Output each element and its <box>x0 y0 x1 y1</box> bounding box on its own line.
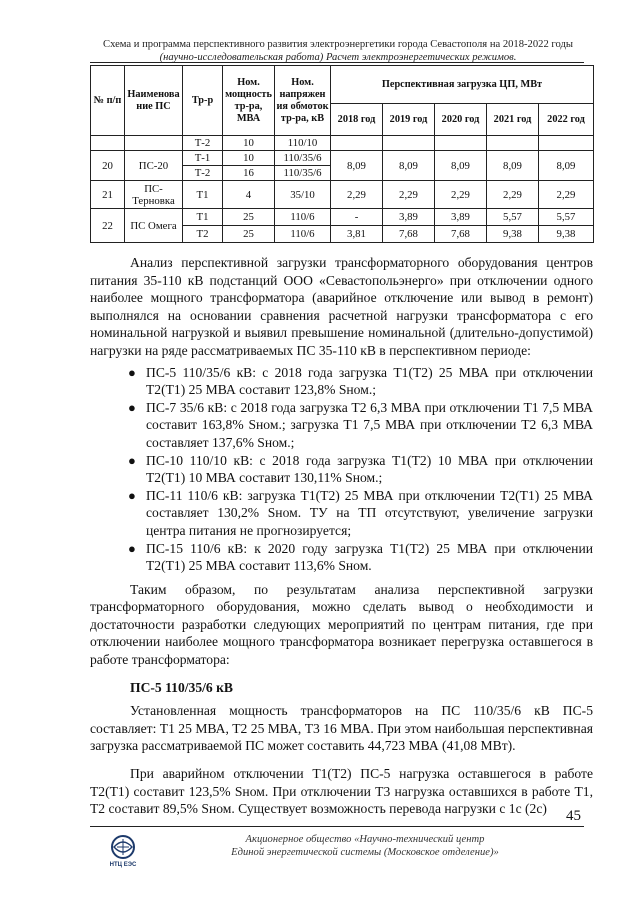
cell-load: 9,38 <box>487 226 539 243</box>
footer-line-2: Единой энергетической системы (Московское отделение)» <box>231 847 499 858</box>
cell-num: 22 <box>91 209 125 243</box>
header-line-2: (научно-исследовательская работа) Расчет электроэнергетических режимов. <box>159 52 517 63</box>
cell-power: 25 <box>223 226 275 243</box>
col-header-num: № п/п <box>91 66 125 136</box>
cell-tr: Т-2 <box>183 166 223 181</box>
cell-load: 3,89 <box>435 209 487 226</box>
cell-load: 8,09 <box>539 151 594 181</box>
cell-power: 10 <box>223 151 275 166</box>
cell-load: 7,68 <box>435 226 487 243</box>
col-header-year: 2020 год <box>435 104 487 136</box>
cell-load: 2,29 <box>435 181 487 209</box>
transformer-load-table <box>90 65 594 243</box>
cell-num: 21 <box>91 181 125 209</box>
cell-tr: Т1 <box>183 181 223 209</box>
cell-name: ПС-20 <box>125 151 183 181</box>
cell-load: 8,09 <box>331 151 383 181</box>
cell-load: 8,09 <box>435 151 487 181</box>
cell-load: 7,68 <box>383 226 435 243</box>
paragraph: Установленная мощность трансформаторов на ПС 110/35/6 кВ ПС-5 составляет: Т1 25 МВА, Т2 25 МВА, Т3 16 МВА. При этом наибольшая перспективная загрузка рассматриваемой ПС может составить 44,723 МВА (41,08 МВт). <box>90 703 593 754</box>
col-header-name: Наименова ние ПС <box>125 66 183 136</box>
bullet-icon: ● <box>128 452 136 468</box>
cell-num: 20 <box>91 151 125 181</box>
cell-load: 8,09 <box>383 151 435 181</box>
page-footer <box>200 833 530 859</box>
paragraph: Анализ перспективной загрузки трансформаторного оборудования центров питания 35-110 кВ подстанций ООО «Севастопольэнерго» при отключении одного наиболее мощного трансформатора (аварийное отключение или вывод в ремонт) выполнялся на основании сравнения расчетной нагрузки трансформатора с его номинальной нагрузкой и выявил превышение номинальной (длительно-допустимой) нагрузки на ряде рассматриваемых ПС 35-110 кВ в перспективном периоде: <box>90 255 593 358</box>
cell-voltage: 110/6 <box>275 226 331 243</box>
cell-tr: Т2 <box>183 226 223 243</box>
table-row <box>91 151 594 166</box>
list-item: ● ПС-10 110/10 кВ: с 2018 года загрузка Т1(Т2) 10 МВА при отключении Т2(Т1) 10 МВА составит 130,11% Sном.; <box>128 452 593 486</box>
cell-name: ПС-Терновка <box>125 181 183 209</box>
cell-power: 16 <box>223 166 275 181</box>
list-item: ● ПС-11 110/6 кВ: загрузка Т1(Т2) 25 МВА при отключении Т2(Т1) 25 МВА составляет 130,2% Sном. ТУ на ТП отсутствуют, увеличение загрузки центра питания не прогнозируется; <box>128 487 593 538</box>
col-header-year: 2021 год <box>487 104 539 136</box>
footer-line-1: Акционерное общество «Научно-технический центр <box>245 834 485 845</box>
cell-load: 9,38 <box>539 226 594 243</box>
col-header-year: 2018 год <box>331 104 383 136</box>
cell-load: 5,57 <box>487 209 539 226</box>
cell-load: 8,09 <box>487 151 539 181</box>
cell-power: 25 <box>223 209 275 226</box>
cell-voltage: 110/10 <box>275 136 331 151</box>
cell-load: 5,57 <box>539 209 594 226</box>
bullet-icon: ● <box>128 487 136 503</box>
list-item: ● ПС-5 110/35/6 кВ: с 2018 года загрузка Т1(Т2) 25 МВА при отключении Т2(Т1) 25 МВА составит 123,8% Sном.; <box>128 364 593 398</box>
cell-load: 2,29 <box>331 181 383 209</box>
section-heading: ПС-5 110/35/6 кВ <box>130 679 233 695</box>
logo-label: НТЦ ЕЭС <box>109 862 137 868</box>
cell-voltage: 110/6 <box>275 209 331 226</box>
body-text <box>90 254 593 818</box>
col-header-year: 2019 год <box>383 104 435 136</box>
cell-name: ПС Омега <box>125 209 183 243</box>
footer-rule <box>90 826 584 827</box>
col-header-year: 2022 год <box>539 104 594 136</box>
cell-power: 4 <box>223 181 275 209</box>
col-header-load: Перспективная загрузка ЦП, МВт <box>331 66 594 104</box>
cell-load: 2,29 <box>487 181 539 209</box>
ntc-ees-logo-icon <box>100 833 146 879</box>
table-row <box>91 209 594 226</box>
col-header-tr: Тр-р <box>183 66 223 136</box>
cell-tr: Т-2 <box>183 136 223 151</box>
bullet-icon: ● <box>128 364 136 380</box>
cell-load: 3,81 <box>331 226 383 243</box>
cell-voltage: 35/10 <box>275 181 331 209</box>
bullet-icon: ● <box>128 540 136 556</box>
cell-power: 10 <box>223 136 275 151</box>
header-line-1: Схема и программа перспективного развития электроэнергетики города Севастополя на 2018-2022 годы <box>103 39 573 50</box>
cell-voltage: 110/35/6 <box>275 151 331 166</box>
list-item: ● ПС-7 35/6 кВ: с 2018 года загрузка Т2 6,3 МВА при отключении Т1 7,5 МВА составит 163,8% Sном.; загрузка Т1 7,5 МВА при отключении Т2 6,3 МВА составляет 137,6% Sном.; <box>128 399 593 450</box>
cell-load: - <box>331 209 383 226</box>
cell-tr: Т1 <box>183 209 223 226</box>
cell-load: 2,29 <box>383 181 435 209</box>
table-row <box>91 181 594 209</box>
paragraph: При аварийном отключении Т1(Т2) ПС-5 нагрузка оставшегося в работе Т2(Т1) составит 123,5% Sном. При отключении Т3 нагрузка оставшихся в работе Т1, Т2 составит 89,5% Sном. Существует возможность перевода нагрузки с 1с (2с) <box>90 766 593 817</box>
cell-load: 2,29 <box>539 181 594 209</box>
col-header-voltage: Ном. напряжен ия обмоток тр-ра, кВ <box>275 66 331 136</box>
page-header <box>96 38 580 64</box>
cell-tr: Т-1 <box>183 151 223 166</box>
header-rule <box>90 62 584 63</box>
cell-load: 3,89 <box>383 209 435 226</box>
table-row <box>91 136 594 151</box>
bullet-list <box>90 364 593 575</box>
list-item: ● ПС-15 110/6 кВ: к 2020 году загрузка Т1(Т2) 25 МВА при отключении Т2(Т1) 25 МВА составит 113,6% Sном. <box>128 540 593 574</box>
paragraph: Таким образом, по результатам анализа перспективной загрузки трансформаторного оборудования, можно сделать вывод о необходимости и достаточности разработки следующих мероприятий по центрам питания, где при отключении наиболее мощного трансформатора возникает перегрузка оставшегося в работе трансформатора: <box>90 581 593 668</box>
col-header-power: Ном. мощность тр-ра, МВА <box>223 66 275 136</box>
page-number: 45 <box>566 808 581 824</box>
cell-voltage: 110/35/6 <box>275 166 331 181</box>
bullet-icon: ● <box>128 399 136 415</box>
